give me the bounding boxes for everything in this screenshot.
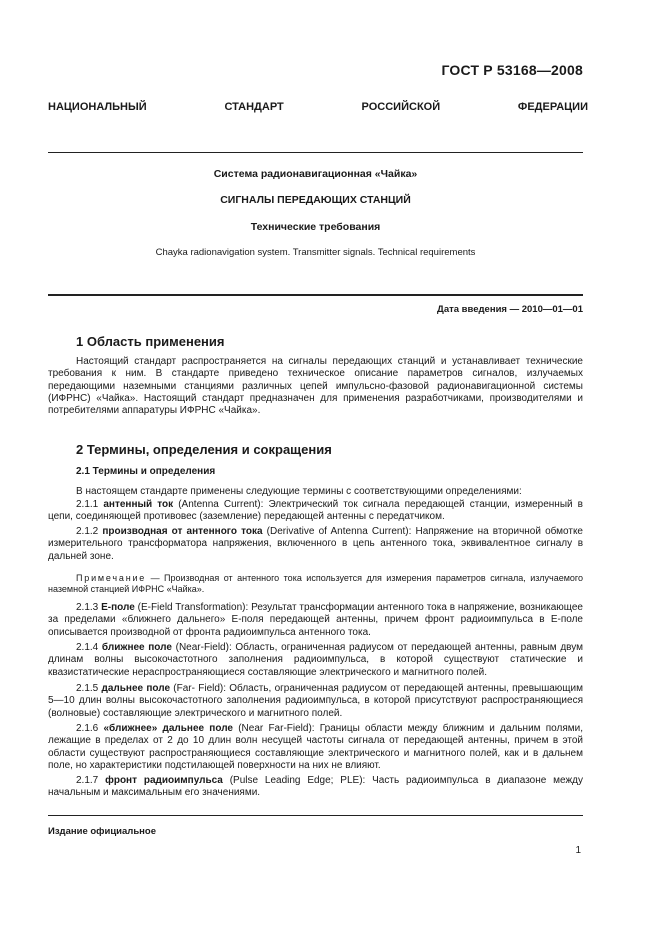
term-number: 2.1.1 [76, 499, 99, 510]
term-2-1-6 [48, 723, 583, 772]
section-2-heading: 2 Термины, определения и сокращения [76, 442, 332, 457]
terms-intro: В настоящем стандарте применены следующие термины с соответствующими определениями: [76, 486, 522, 497]
term-name: фронт радиоимпульса [105, 775, 223, 786]
document-subtitle: Технические требования [250, 221, 381, 233]
term-definition: (Near-Field): Область, ограниченная радиусом от передающей антенны, равным двум длинам волны высокочастотного заполнения радиоимпульса, в которой существуют статические и квазистатические нераспространяющиеся составляющие электрического и магнитного полей. [48, 642, 584, 678]
note [48, 573, 583, 595]
term-name: антенный ток [103, 499, 174, 510]
note-label: Примечание [76, 573, 147, 583]
term-definition: (Derivative of Antenna Current): Напряжение на вторичной обмотке измерительного трансформатора напряжения, включенного в цепь антенного тока, эквивалентное сигналу в дальней зоне. [48, 526, 583, 562]
footer-divider [48, 815, 583, 816]
term-name: ближнее поле [101, 642, 172, 653]
title-divider [48, 294, 583, 296]
term-2-1-4 [48, 642, 583, 679]
section-1-heading: 1 Область применения [76, 334, 225, 349]
term-number: 2.1.5 [76, 683, 99, 694]
term-definition: (Pulse Leading Edge; PLE): Часть радиоимпульса в диапазоне между начальным и максимальным его значениями. [48, 775, 584, 799]
introduction-date: Дата введения — 2010—01—01 [437, 304, 583, 315]
page-number: 1 [575, 845, 581, 856]
term-number: 2.1.3 [76, 602, 99, 613]
section-1-text: Настоящий стандарт распространяется на сигналы передающих станций и устанавливает технические требования к ним. В стандарте приведено техническое описание параметров сигналов, излучаемых передающими наземными станциями различных цепей импульсно-фазовой радионавигационной системы (ИФРНС) «Чайка». Настоящий стандарт предназначен для применения разработчиками, производителями и потребителями аппаратуры ИФРНС «Чайка». [48, 356, 583, 417]
system-title: Система радионавигационная «Чайка» [213, 168, 418, 180]
term-name: «ближнее» дальнее поле [103, 723, 233, 734]
term-definition: (E-Field Transformation): Результат трансформации антенного тока в напряжение, возникающее за пределами «ближнего дальнего» E-поля передающей антенны, причем фронт радиоимпульса в E-поле описывается производной от фронта радиоимпульса антенного тока. [48, 602, 583, 638]
english-title: Chayka radionavigation system. Transmitter signals. Technical requirements [155, 247, 476, 258]
official-edition-label: Издание официальное [48, 826, 156, 837]
subsection-2-1-heading: 2.1 Термины и определения [76, 466, 216, 477]
term-definition: (Near Far-Field): Границы области между ближним и дальним полями, лежащие в пределах от 2 до 10 длин волн несущей частоты сигнала от передающей антенны, причем в этой области существуют распространяющиеся составляющие электрического и магнитного полей, как и в дальнем поле, но характеристики подстилающей поверхности на них не влияют. [48, 723, 583, 771]
top-divider [48, 152, 583, 153]
term-2-1-3 [48, 602, 583, 639]
term-2-1-7 [48, 775, 583, 800]
term-definition: (Antenna Current): Электрический ток сигнала передающей станции, измеренный в цепи, соединяющей противовес (заземление) передающей антенны с передатчиком. [48, 499, 583, 523]
term-2-1-1 [48, 499, 583, 524]
term-number: 2.1.6 [76, 723, 99, 734]
standard-number: ГОСТ Р 53168—2008 [441, 62, 583, 78]
term-definition: (Far- Field): Область, ограниченная радиусом от передающей антенны, превышающим 5—10 длин волны высокочастотного заполнения радиоимпульса, в которой присутствуют распространяющиеся (волновые) составляющие электрического и магнитного полей. [48, 683, 583, 719]
term-name: дальнее поле [101, 683, 171, 694]
term-name: E-поле [101, 602, 135, 613]
term-number: 2.1.2 [76, 526, 99, 537]
term-number: 2.1.4 [76, 642, 99, 653]
term-2-1-5 [48, 683, 583, 720]
note-text: — Производная от антенного тока используется для измерения параметров сигнала, излучаемого наземной станцией ИФРНС «Чайка». [48, 573, 583, 594]
term-2-1-2 [48, 526, 583, 563]
document-title: СИГНАЛЫ ПЕРЕДАЮЩИХ СТАНЦИЙ [220, 194, 411, 206]
national-standard-banner: НАЦИОНАЛЬНЫЙ СТАНДАРТ РОССИЙСКОЙ ФЕДЕРАЦИИ [48, 101, 588, 113]
term-number: 2.1.7 [76, 775, 99, 786]
term-name: производная от антенного тока [102, 526, 263, 537]
